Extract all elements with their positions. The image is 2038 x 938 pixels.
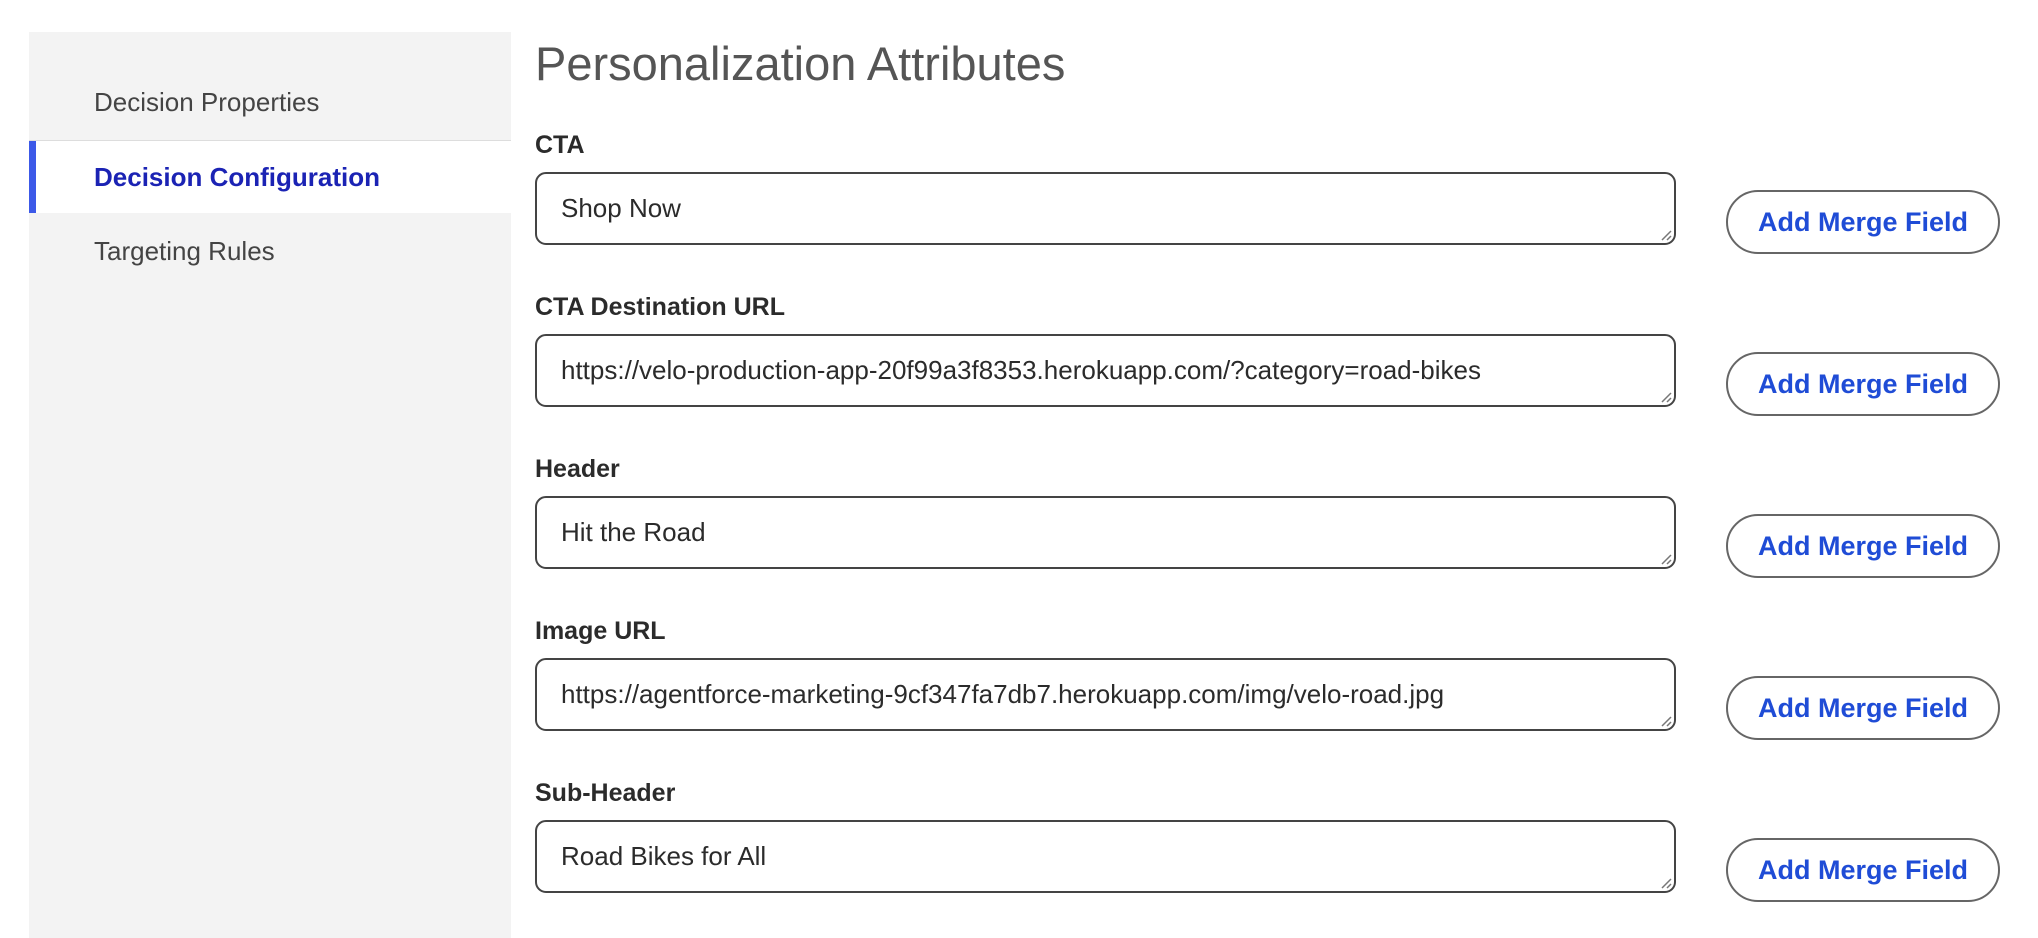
sub-header-label: Sub-Header xyxy=(535,779,676,807)
header-field[interactable] xyxy=(535,496,1676,569)
cta-field[interactable] xyxy=(535,172,1676,245)
sidebar-item-label: Targeting Rules xyxy=(94,235,275,266)
sidebar-item-decision-configuration[interactable] xyxy=(29,141,511,213)
page-title: Personalization Attributes xyxy=(535,37,1066,90)
resize-grip-icon[interactable] xyxy=(1658,875,1672,889)
header-label: Header xyxy=(535,455,620,483)
sidebar-item-label: Decision Properties xyxy=(94,86,320,117)
sidebar xyxy=(29,32,511,938)
add-merge-field-button-image-url[interactable]: Add Merge Field xyxy=(1726,676,2000,740)
resize-grip-icon[interactable] xyxy=(1658,389,1672,403)
add-merge-field-button-cta[interactable]: Add Merge Field xyxy=(1726,190,2000,254)
field-value: https://velo-production-app-20f99a3f8353.herokuapp.com/?category=road-bikes xyxy=(561,355,1481,385)
resize-grip-icon[interactable] xyxy=(1658,551,1672,565)
cta-destination-url-label: CTA Destination URL xyxy=(535,293,785,321)
field-value: Hit the Road xyxy=(561,517,706,547)
resize-grip-icon[interactable] xyxy=(1658,713,1672,727)
cta-label: CTA xyxy=(535,131,585,159)
sidebar-item-targeting-rules[interactable] xyxy=(29,214,511,288)
sidebar-item-label: Decision Configuration xyxy=(94,161,380,192)
field-value: Shop Now xyxy=(561,193,681,223)
sub-header-field[interactable] xyxy=(535,820,1676,893)
image-url-label: Image URL xyxy=(535,617,666,645)
add-merge-field-button-cta-destination-url[interactable]: Add Merge Field xyxy=(1726,352,2000,416)
field-value: https://agentforce-marketing-9cf347fa7db7.herokuapp.com/img/velo-road.jpg xyxy=(561,679,1445,709)
field-value: Road Bikes for All xyxy=(561,841,767,871)
add-merge-field-button-header[interactable]: Add Merge Field xyxy=(1726,514,2000,578)
cta-destination-url-field[interactable] xyxy=(535,334,1676,407)
add-merge-field-button-sub-header[interactable]: Add Merge Field xyxy=(1726,838,2000,902)
sidebar-item-decision-properties[interactable] xyxy=(29,64,511,140)
resize-grip-icon[interactable] xyxy=(1658,227,1672,241)
image-url-field[interactable] xyxy=(535,658,1676,731)
